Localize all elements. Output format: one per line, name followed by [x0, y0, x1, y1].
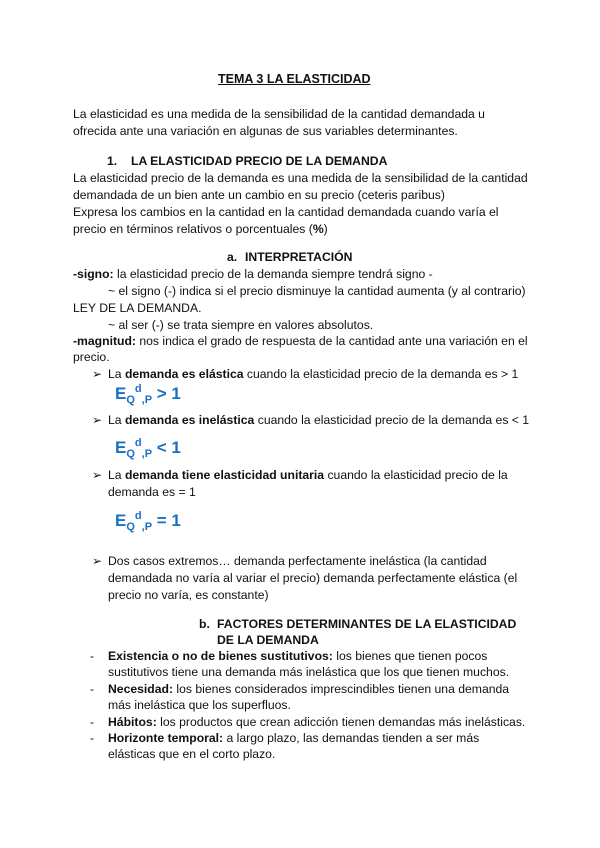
arrow-bullet-icon: ➢: [92, 468, 103, 482]
extremes-line: Dos casos extremos… demanda perfectamente inelástica (la cantidad: [108, 554, 487, 568]
arrow-bullet-icon: ➢: [92, 554, 103, 568]
formula-elastic: $E_Q^d_{,P} > 1$: [115, 383, 181, 406]
section-number: 1.: [107, 154, 118, 168]
factor-item: Necesidad: los bienes considerados imprescindibles tienen una demanda: [108, 682, 510, 696]
subsection-heading: FACTORES DETERMINANTES DE LA ELASTICIDAD: [217, 617, 517, 631]
bullet-inelastic: La demanda es inelástica cuando la elasticidad precio de la demanda es < 1: [108, 413, 530, 427]
factor-item: Hábitos: los productos que crean adicción tienen demandas más inelásticas.: [108, 715, 526, 729]
bullet-unitary: La demanda tiene elasticidad unitaria cuando la elasticidad precio de la: [108, 468, 508, 482]
arrow-bullet-icon: ➢: [92, 413, 103, 427]
factor-item-cont: elásticas que en el corto plazo.: [108, 747, 276, 761]
dash-bullet-icon: -: [90, 682, 95, 696]
intro-line: La elasticidad es una medida de la sensibilidad de la cantidad demandada u: [73, 107, 485, 121]
signo-line: ~ el signo (-) indica si el precio disminuye la cantidad aumenta (y al contrario): [108, 284, 526, 298]
subsection-heading: DE LA DEMANDA: [217, 633, 319, 647]
subsection-letter: a.: [227, 250, 238, 264]
intro-line: ofrecida ante una variación en algunas de sus variables determinantes.: [73, 124, 458, 138]
subsection-letter: b.: [199, 617, 210, 631]
dash-bullet-icon: -: [90, 715, 95, 729]
formula-unitary: $E_Q^d_{,P} = 1$: [115, 510, 181, 533]
extremes-line: precio no varía, es constante): [108, 588, 269, 602]
extremes-line: demandada no varía al variar el precio) demanda perfectamente elástica (el: [108, 571, 518, 585]
section-line: demandada de un bien ante un cambio en su precio (ceteris paribus): [73, 188, 445, 202]
bullet-unitary-cont: demanda es = 1: [108, 485, 196, 499]
arrow-bullet-icon: ➢: [92, 367, 103, 381]
subsection-heading: INTERPRETACIÓN: [245, 250, 353, 264]
section-line: La elasticidad precio de la demanda es una medida de la sensibilidad de la cantidad: [73, 171, 528, 185]
factor-item-cont: sustitutivos tiene una demanda más inelástica que los que tienen muchos.: [108, 665, 510, 679]
page-title: TEMA 3 LA ELASTICIDAD: [218, 72, 371, 86]
formula-inelastic: $E_Q^d_{,P} < 1$: [115, 437, 181, 460]
section-line: Expresa los cambios en la cantidad en la cantidad demandada cuando varía el: [73, 205, 499, 219]
dash-bullet-icon: -: [90, 731, 95, 745]
magnitud-line: precio.: [73, 350, 110, 364]
section-heading: LA ELASTICIDAD PRECIO DE LA DEMANDA: [131, 154, 388, 168]
dash-bullet-icon: -: [90, 649, 95, 663]
signo-line: -signo: la elasticidad precio de la demanda siempre tendrá signo -: [73, 267, 433, 281]
section-line: precio en términos relativos o porcentuales (%): [73, 222, 328, 236]
bullet-elastic: La demanda es elástica cuando la elasticidad precio de la demanda es > 1: [108, 367, 519, 381]
signo-line: ~ al ser (-) se trata siempre en valores absolutos.: [108, 318, 374, 332]
factor-item: Existencia o no de bienes sustitutivos: los bienes que tienen pocos: [108, 649, 488, 663]
signo-line: LEY DE LA DEMANDA.: [73, 301, 202, 315]
factor-item-cont: más inelástica que los superfluos.: [108, 698, 291, 712]
magnitud-line: -magnitud: nos indica el grado de respuesta de la cantidad ante una variación en el: [73, 334, 528, 348]
factor-item: Horizonte temporal: a largo plazo, las demandas tienden a ser más: [108, 731, 480, 745]
